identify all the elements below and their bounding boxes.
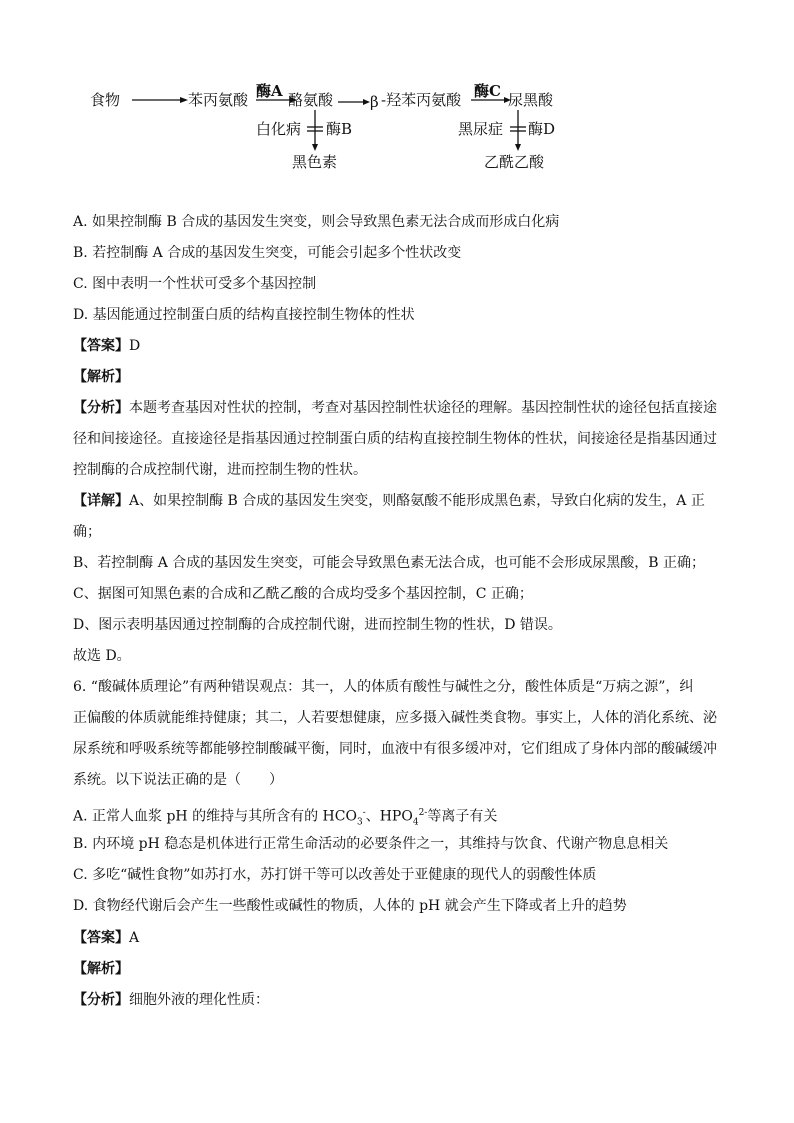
enzyme-b-label: 酶B	[326, 120, 353, 138]
enzyme-d-label: 酶D	[528, 120, 556, 138]
node-tyrosine: 酪氨酸	[288, 91, 334, 109]
q5-detail-line-3: B、若控制酶 A 合成的基因发生突变，可能会导致黑色素无法合成，也可能不会形成尿黑酸，B 正确；	[73, 555, 706, 571]
enzyme-a-label: 酶A	[256, 82, 283, 100]
q5-fenxi-line-1	[73, 398, 733, 418]
q6-analysis-heading	[73, 959, 733, 979]
q5-detail-line-2: 确；	[73, 524, 101, 540]
q5-detail-line-4: C、据图可知黑色素的合成和乙酰乙酸的合成均受多个基因控制，C 正确；	[73, 586, 533, 602]
disease-alkaptonuria: 黑尿症	[458, 120, 504, 138]
q6-option-a	[73, 803, 733, 832]
hco3-charge: -	[362, 808, 366, 818]
q5-detail-line-5: D、图示表明基因通过控制酶的合成控制代谢，进而控制生物的性状，D 错误。	[73, 617, 562, 633]
detail-text: A、如果控制酶 B 合成的基因发生突变，则酪氨酸不能形成黑色素，导致白化病的发生，A 正	[129, 493, 705, 509]
answer-value: D	[129, 338, 141, 354]
node-food: 食物	[90, 91, 121, 109]
hpo4-subscript: 4	[412, 817, 419, 828]
node-acetoacetic-acid: 乙酰乙酸	[484, 153, 545, 171]
q5-fenxi-line-2: 径和间接途径。直接途径是指基因通过控制蛋白质的结构直接控制生物体的性状，间接途径是指基因通过	[73, 431, 717, 447]
q6-option-b: B. 内环境 pH 稳态是机体进行正常生命活动的必要条件之一，其维持与饮食、代谢产物息息相关	[73, 836, 669, 852]
node-hydroxyphenylpyruvate: -羟苯丙氨酸	[381, 91, 462, 109]
q6-fenxi-line-1	[73, 990, 733, 1010]
answer-label: 【答案】	[73, 338, 129, 354]
q5-conclusion: 故选 D。	[73, 648, 131, 664]
q5-option-b: B. 若控制酶 A 合成的基因发生突变，可能会引起多个性状改变	[73, 245, 462, 261]
metabolic-pathway-diagram	[80, 80, 580, 180]
node-beta: β	[370, 93, 379, 111]
q6-option-c: C. 多吃“碱性食物”如苏打水，苏打饼干等可以改善处于亚健康的现代人的弱酸性体质	[73, 867, 597, 883]
option-a-text-pre: A. 正常人血浆 pH 的维持与其所含有的 HCO	[73, 808, 357, 825]
fenxi-text: 本题考查基因对性状的控制，考查对基因控制性状途径的理解。基因控制性状的途径包括直接途	[129, 400, 717, 416]
hco3-subscript: 3	[356, 817, 363, 828]
analysis-label: 【解析】	[73, 369, 129, 385]
fenxi-label: 【分析】	[73, 400, 129, 416]
q5-analysis-heading	[73, 367, 733, 387]
detail-label: 【详解】	[73, 493, 129, 509]
q6-stem-line-4: 系统。以下说法正确的是（ ）	[73, 772, 283, 788]
node-phenylalanine: 苯丙氨酸	[188, 91, 249, 109]
q6-stem-line-1: 6. “酸碱体质理论”有两种错误观点：其一，人的体质有酸性与碱性之分，酸性体质是“万病之源”，纠	[73, 679, 694, 695]
node-melanin: 黑色素	[292, 153, 338, 171]
q6-option-d: D. 食物经代谢后会产生一些酸性或碱性的物质，人体的 pH 就会产生下降或者上升的趋势	[73, 898, 627, 914]
q5-option-c: C. 图中表明一个性状可受多个基因控制	[73, 276, 317, 292]
answer-label: 【答案】	[73, 930, 129, 946]
analysis-label: 【解析】	[73, 961, 129, 977]
q5-answer	[73, 336, 733, 356]
node-homogentisic-acid: 尿黑酸	[508, 91, 554, 109]
q5-detail-line-1	[73, 491, 733, 511]
answer-value: A	[129, 930, 140, 946]
q6-stem-line-3: 尿系统和呼吸系统等都能够控制酸碱平衡，同时，血液中有很多缓冲对，它们组成了身体内部的酸碱缓冲	[73, 741, 717, 757]
q5-fenxi-line-3: 控制酶的合成控制代谢，进而控制生物的性状。	[73, 462, 367, 478]
option-a-text-post: 等离子有关	[427, 808, 498, 825]
fenxi-label: 【分析】	[73, 992, 129, 1008]
q5-option-d: D. 基因能通过控制蛋白质的结构直接控制生物体的性状	[73, 307, 415, 323]
hpo4-charge: 2-	[418, 808, 428, 818]
fenxi-text: 细胞外液的理化性质：	[129, 992, 269, 1008]
q6-stem-line-2: 正偏酸的体质就能维持健康；其二，人若要想健康，应多摄入碱性类食物。事实上，人体的消化系统、泌	[73, 710, 717, 726]
q5-option-a: A. 如果控制酶 B 合成的基因发生突变，则会导致黑色素无法合成而形成白化病	[73, 214, 560, 230]
q6-answer	[73, 928, 733, 948]
disease-albinism: 白化病	[256, 120, 302, 138]
enzyme-c-label: 酶C	[474, 82, 501, 100]
option-a-text-mid: 、HPO	[365, 808, 413, 825]
